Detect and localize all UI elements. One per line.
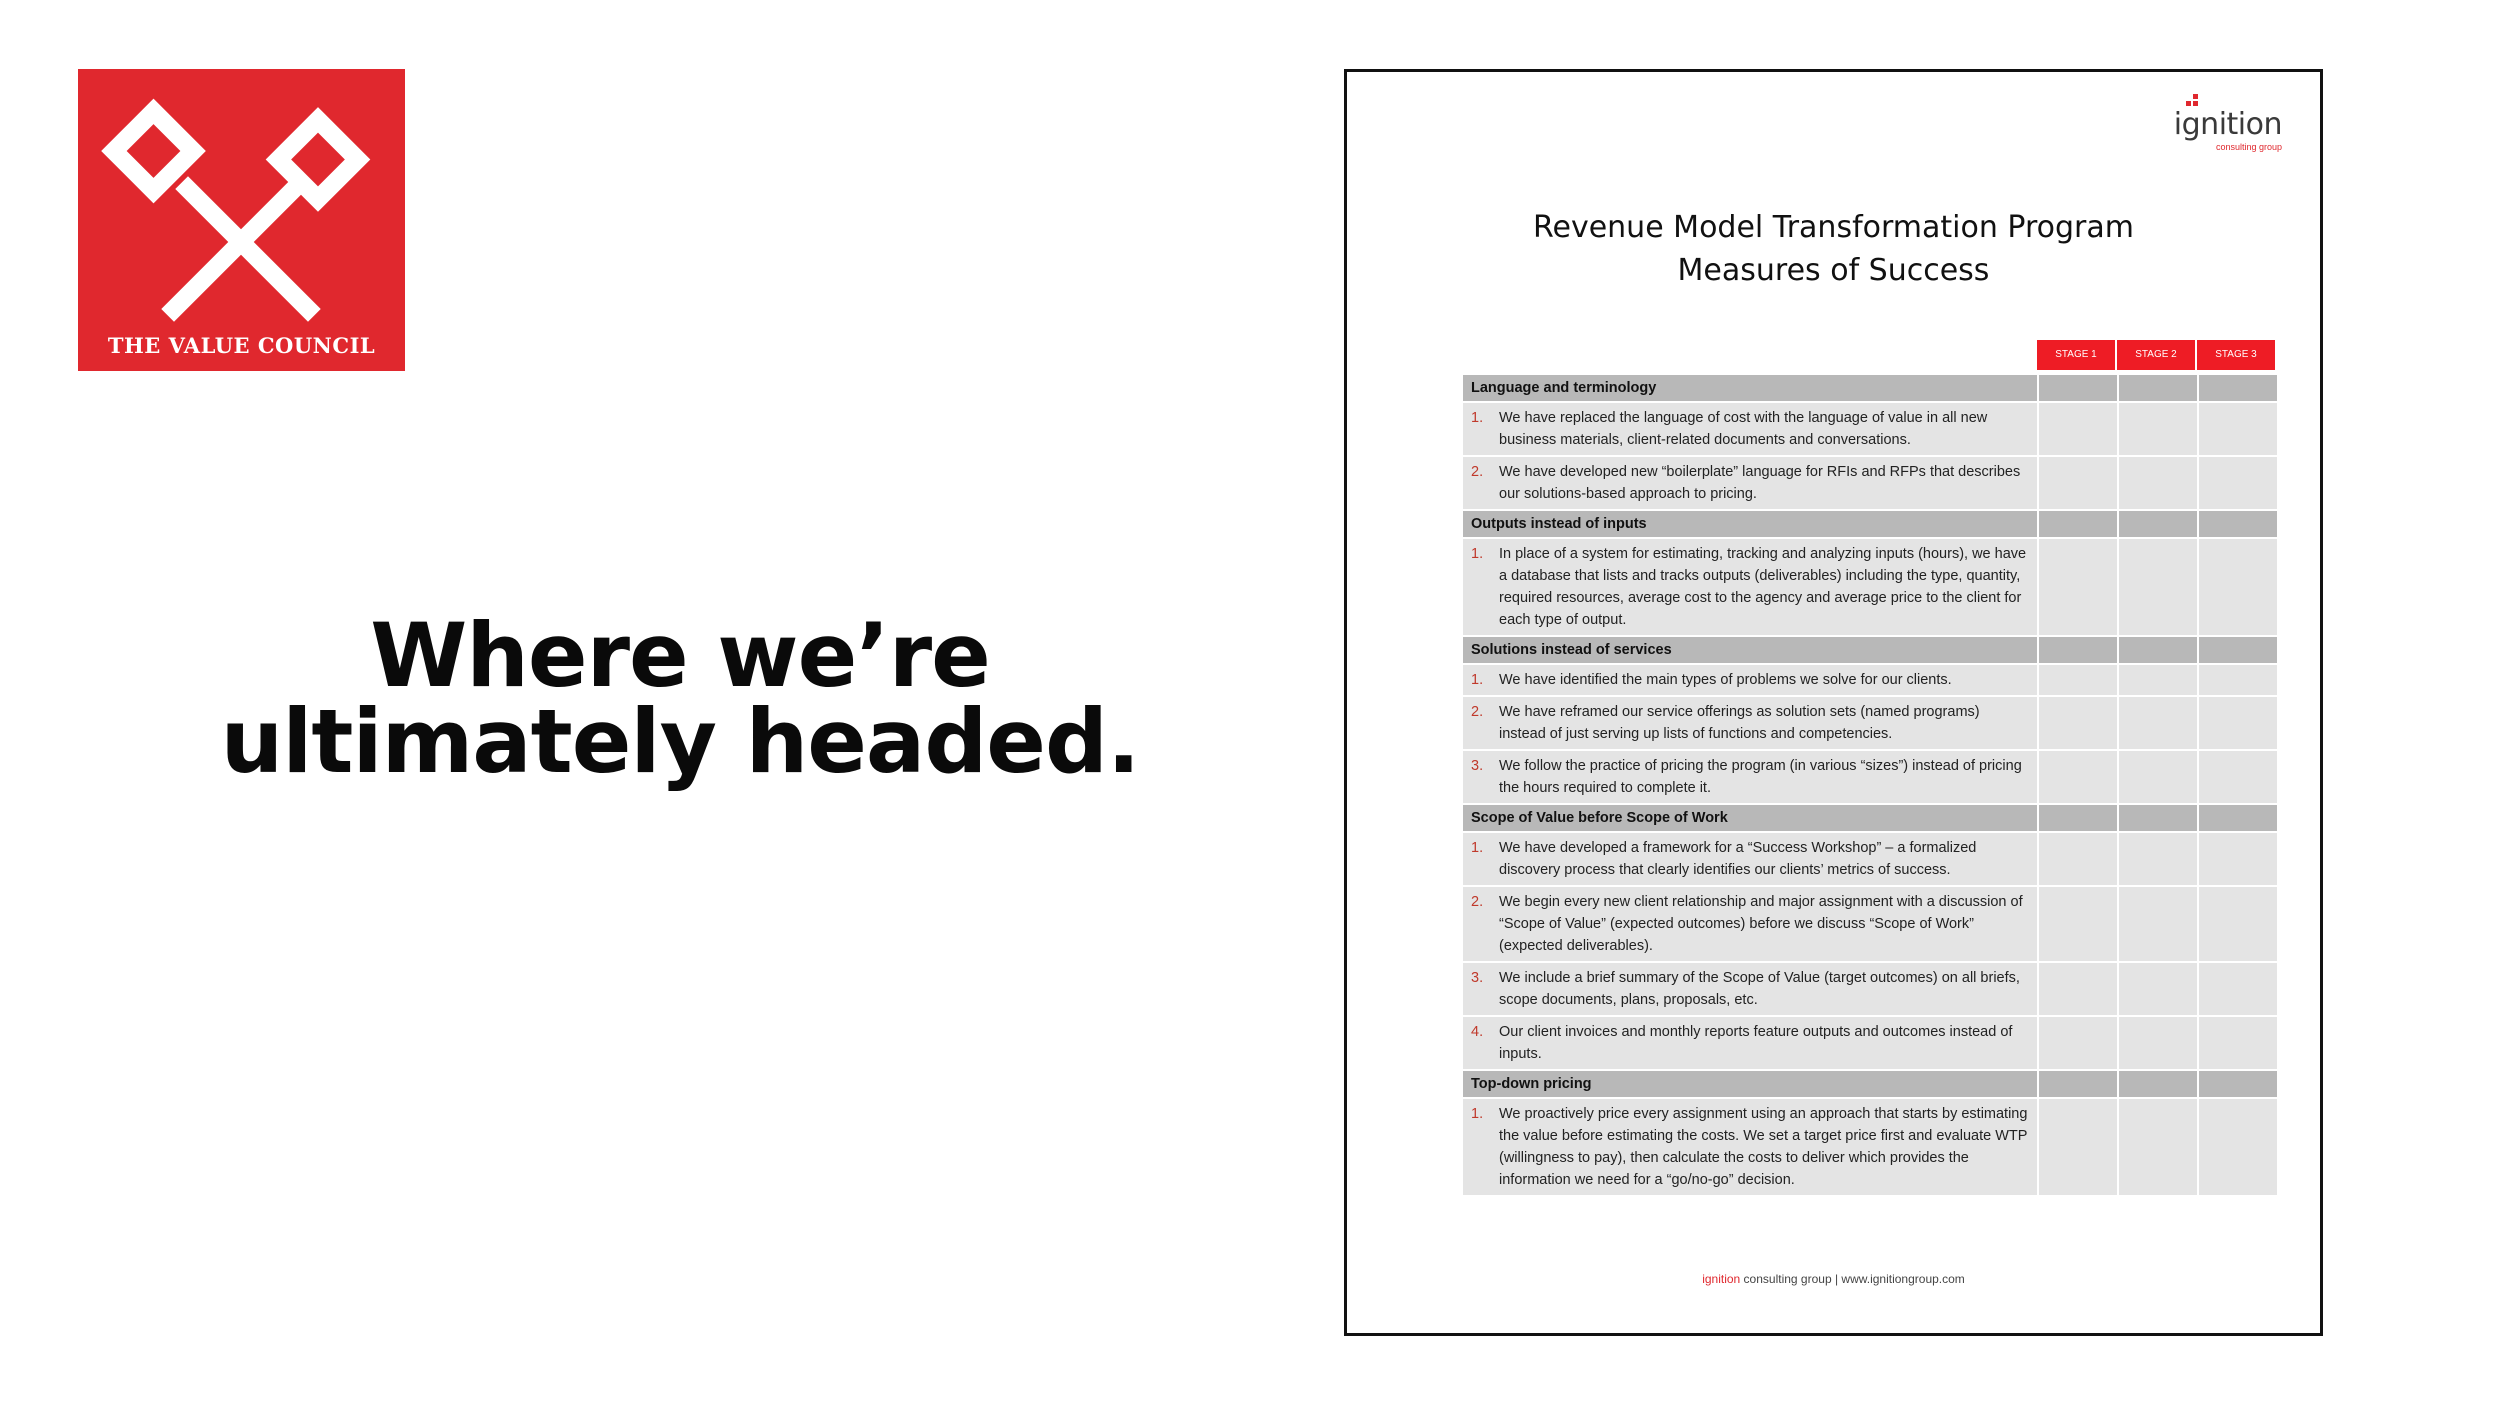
item-number: 1. <box>1471 672 1484 688</box>
item-text: We have reframed our service offerings as solution sets (named programs) instead of just serving up lists of functions and competencies. <box>1499 704 1980 742</box>
stage-header: STAGE 2 <box>2117 340 2195 370</box>
stage-cell <box>2039 887 2117 961</box>
document-preview <box>1344 69 2323 1336</box>
headline-line-1: Where we’re <box>370 604 990 707</box>
item-number: 2. <box>1471 464 1484 480</box>
item-text: We have replaced the language of cost with the language of value in all new business materials, client-related documents and conversations. <box>1499 410 1988 448</box>
stage-cell <box>2199 539 2277 635</box>
stage-header: STAGE 3 <box>2197 340 2275 370</box>
measure-row <box>1463 963 2277 1017</box>
stage-cell <box>2199 1017 2277 1069</box>
item-text: We include a brief summary of the Scope of Value (target outcomes) on all briefs, scope documents, plans, proposals, etc. <box>1499 970 2020 1008</box>
item-number: 1. <box>1471 840 1484 856</box>
stage-cell <box>2119 1017 2197 1069</box>
stage-cell <box>2119 697 2197 749</box>
headline <box>180 604 1180 793</box>
logo-text: THE VALUE COUNCIL <box>107 333 376 358</box>
item-text: We have identified the main types of problems we solve for our clients. <box>1499 672 1952 688</box>
section-header-row <box>1463 511 2277 539</box>
title-line-2: Measures of Success <box>1677 253 1990 288</box>
measure-text <box>1463 1099 2037 1195</box>
headline-line-2: ultimately headed. <box>220 690 1140 793</box>
item-number: 2. <box>1471 704 1484 720</box>
measure-text <box>1463 887 2037 961</box>
item-number: 2. <box>1471 894 1484 910</box>
measure-text <box>1463 457 2037 509</box>
brand-mark-icon <box>2186 94 2198 106</box>
measure-text <box>1463 539 2037 635</box>
stage-cell <box>2039 963 2117 1015</box>
stage-cell <box>2039 637 2117 663</box>
measure-row <box>1463 539 2277 637</box>
item-text: We follow the practice of pricing the program (in various “sizes”) instead of pricing the hours required to complete it. <box>1499 758 2022 796</box>
stage-cell <box>2119 457 2197 509</box>
measure-row <box>1463 457 2277 511</box>
stage-cell <box>2039 1017 2117 1069</box>
measures-table <box>1463 375 2277 1197</box>
crossed-keys-icon <box>78 69 405 371</box>
brand-name: ignition <box>2173 107 2282 142</box>
item-number: 1. <box>1471 1106 1484 1122</box>
stage-cell <box>2119 1071 2197 1097</box>
measure-row <box>1463 833 2277 887</box>
stage-cell <box>2039 457 2117 509</box>
stage-cell <box>2199 805 2277 831</box>
title-line-1: Revenue Model Transformation Program <box>1533 210 2134 245</box>
stage-cell <box>2119 887 2197 961</box>
stage-header: STAGE 1 <box>2037 340 2115 370</box>
stage-cell <box>2199 887 2277 961</box>
section-title: Outputs instead of inputs <box>1463 511 2037 537</box>
stage-cell <box>2039 539 2117 635</box>
stage-cell <box>2199 697 2277 749</box>
stage-headers <box>2037 340 2277 370</box>
document-footer <box>1347 1272 2320 1286</box>
section-header-row <box>1463 637 2277 665</box>
section-title: Language and terminology <box>1463 375 2037 401</box>
stage-cell <box>2199 637 2277 663</box>
item-text: Our client invoices and monthly reports feature outputs and outcomes instead of inputs. <box>1499 1024 2013 1062</box>
document-title <box>1347 206 2320 292</box>
stage-cell <box>2039 403 2117 455</box>
brand-sub: consulting group <box>2215 142 2282 152</box>
section-header-row <box>1463 1071 2277 1099</box>
stage-cell <box>2199 833 2277 885</box>
stage-cell <box>2199 457 2277 509</box>
measure-row <box>1463 1017 2277 1071</box>
stage-cell <box>2199 375 2277 401</box>
measure-text <box>1463 697 2037 749</box>
measure-text <box>1463 833 2037 885</box>
footer-text: consulting group | www.ignitiongroup.com <box>1740 1272 1965 1286</box>
stage-cell <box>2119 751 2197 803</box>
stage-cell <box>2199 751 2277 803</box>
item-number: 3. <box>1471 970 1484 986</box>
stage-cell <box>2119 511 2197 537</box>
section-header-row <box>1463 375 2277 403</box>
measure-text <box>1463 963 2037 1015</box>
item-text: We have developed a framework for a “Success Workshop” – a formalized discovery process that clearly identifies our clients’ metrics of success. <box>1499 840 1977 878</box>
stage-cell <box>2039 805 2117 831</box>
measure-row <box>1463 697 2277 751</box>
section-title: Top-down pricing <box>1463 1071 2037 1097</box>
stage-cell <box>2199 963 2277 1015</box>
stage-cell <box>2119 539 2197 635</box>
stage-cell <box>2039 697 2117 749</box>
section-title: Scope of Value before Scope of Work <box>1463 805 2037 831</box>
value-council-logo <box>78 69 405 371</box>
stage-cell <box>2199 665 2277 695</box>
stage-cell <box>2119 1099 2197 1195</box>
stage-cell <box>2119 665 2197 695</box>
stage-cell <box>2039 511 2117 537</box>
stage-cell <box>2039 665 2117 695</box>
measure-row <box>1463 1099 2277 1197</box>
stage-cell <box>2119 637 2197 663</box>
footer-brand: ignition <box>1702 1272 1741 1286</box>
ignition-logo <box>2173 107 2282 152</box>
item-text: We proactively price every assignment using an approach that starts by estimating the value before estimating the costs. We set a target price first and evaluate WTP (willingness to pay), then calculate the costs to deliver which provides the information we need for a “go/no-go” decision. <box>1499 1106 2028 1188</box>
measure-row <box>1463 665 2277 697</box>
stage-cell <box>2119 375 2197 401</box>
item-text: We have developed new “boilerplate” language for RFIs and RFPs that describes our solutions-based approach to pricing. <box>1499 464 2021 502</box>
measure-text <box>1463 751 2037 803</box>
item-number: 4. <box>1471 1024 1484 1040</box>
item-text: We begin every new client relationship and major assignment with a discussion of “Scope of Value” (expected outcomes) before we discuss “Scope of Work” (expected deliverables). <box>1499 894 2023 954</box>
measure-text <box>1463 403 2037 455</box>
measure-row <box>1463 403 2277 457</box>
stage-cell <box>2119 805 2197 831</box>
stage-cell <box>2199 403 2277 455</box>
item-number: 3. <box>1471 758 1484 774</box>
stage-cell <box>2039 751 2117 803</box>
stage-cell <box>2199 1071 2277 1097</box>
stage-cell <box>2199 511 2277 537</box>
measure-row <box>1463 887 2277 963</box>
stage-cell <box>2039 1071 2117 1097</box>
stage-cell <box>2039 1099 2117 1195</box>
measure-text <box>1463 1017 2037 1069</box>
measure-row <box>1463 751 2277 805</box>
stage-cell <box>2199 1099 2277 1195</box>
stage-cell <box>2119 963 2197 1015</box>
section-header-row <box>1463 805 2277 833</box>
stage-cell <box>2039 833 2117 885</box>
item-number: 1. <box>1471 410 1484 426</box>
item-text: In place of a system for estimating, tracking and analyzing inputs (hours), we have a database that lists and tracks outputs (deliverables) including the type, quantity, required resources, average cost to the agency and average price to the client for each type of output. <box>1499 546 2027 628</box>
stage-cell <box>2119 833 2197 885</box>
item-number: 1. <box>1471 546 1484 562</box>
stage-cell <box>2119 403 2197 455</box>
section-title: Solutions instead of services <box>1463 637 2037 663</box>
stage-cell <box>2039 375 2117 401</box>
measure-text <box>1463 665 2037 695</box>
